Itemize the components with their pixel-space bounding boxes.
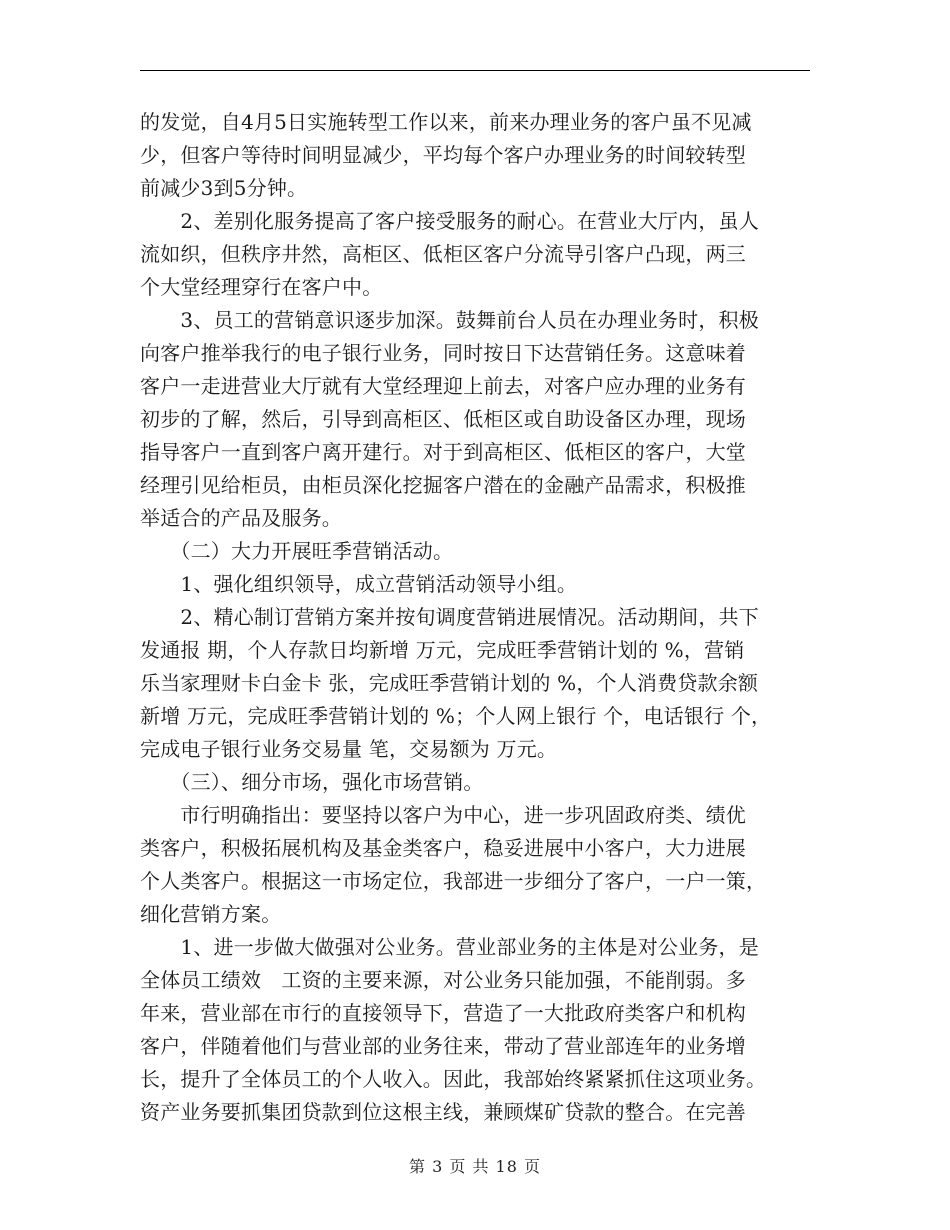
text-line: 新增 万元，完成旺季营销计划的 %；个人网上银行 个，电话银行 个， xyxy=(140,704,772,728)
text-line: 向客户推举我行的电子银行业务，同时按日下达营销任务。这意味着 xyxy=(140,341,746,365)
document-body xyxy=(140,106,810,1129)
text-line: 个大堂经理穿行在客户中。 xyxy=(140,275,383,299)
text-line: 客户一走进营业大厅就有大堂经理迎上前去，对客户应办理的业务有 xyxy=(140,374,746,398)
text-line: 举适合的产品及服务。 xyxy=(140,506,342,530)
section-heading: （三）、细分市场，强化市场营销。 xyxy=(140,770,484,794)
text-line: 2、差别化服务提高了客户接受服务的耐心。在营业大厅内，虽人 xyxy=(140,209,759,233)
page-number: 第 3 页 共 18 页 xyxy=(409,1157,541,1176)
text-line: 细化营销方案。 xyxy=(140,902,282,926)
text-line: 少，但客户等待时间明显减少，平均每个客户办理业务的时间较转型 xyxy=(140,143,746,167)
text-line: 前减少3到5分钟。 xyxy=(140,176,308,200)
text-line: 乐当家理财卡白金卡 张，完成旺季营销计划的 %，个人消费贷款余额 xyxy=(140,671,759,695)
text-line: 2、精心制订营销方案并按旬调度营销进展情况。活动期间，共下 xyxy=(140,605,759,629)
text-line: 1、进一步做大做强对公业务。营业部业务的主体是对公业务，是 xyxy=(140,935,759,959)
text-line: 资产业务要抓集团贷款到位这根主线，兼顾煤矿贷款的整合。在完善 xyxy=(140,1100,746,1124)
text-line: 指导客户一直到客户离开建行。对于到高柜区、低柜区的客户，大堂 xyxy=(140,440,746,464)
text-line: 流如织，但秩序井然，高柜区、低柜区客户分流导引客户凸现，两三 xyxy=(140,242,746,266)
text-line: 年来，营业部在市行的直接领导下，营造了一大批政府类客户和机构 xyxy=(140,1001,746,1025)
text-line: 1、强化组织领导，成立营销活动领导小组。 xyxy=(140,572,578,596)
text-line: 经理引见给柜员，由柜员深化挖掘客户潜在的金融产品需求，积极推 xyxy=(140,473,746,497)
text-line: 的发觉，自4月5日实施转型工作以来，前来办理业务的客户虽不见减 xyxy=(140,110,752,134)
text-line: 类客户，积极拓展机构及基金类客户，稳妥进展中小客户，大力进展 xyxy=(140,836,746,860)
section-heading: （二）大力开展旺季营销活动。 xyxy=(140,539,454,563)
text-line: 长，提升了全体员工的个人收入。因此，我部始终紧紧抓住这项业务。 xyxy=(140,1067,767,1091)
text-line: 完成电子银行业务交易量 笔，交易额为 万元。 xyxy=(140,737,558,761)
text-line: 初步的了解，然后，引导到高柜区、低柜区或自助设备区办理，现场 xyxy=(140,407,746,431)
header-rule xyxy=(140,70,810,71)
text-line: 个人类客户。根据这一市场定位，我部进一步细分了客户，一户一策， xyxy=(140,869,767,893)
text-line: 全体员工绩效 工资的主要来源，对公业务只能加强，不能削弱。多 xyxy=(140,968,746,992)
text-line: 发通报 期，个人存款日均新增 万元，完成旺季营销计划的 %，营销 xyxy=(140,638,745,662)
text-line: 市行明确指出：要坚持以客户为中心，进一步巩固政府类、绩优 xyxy=(140,803,746,827)
text-line: 客户，伴随着他们与营业部的业务往来，带动了营业部连年的业务增 xyxy=(140,1034,746,1058)
text-line: 3、员工的营销意识逐步加深。鼓舞前台人员在办理业务时，积极 xyxy=(140,308,759,332)
